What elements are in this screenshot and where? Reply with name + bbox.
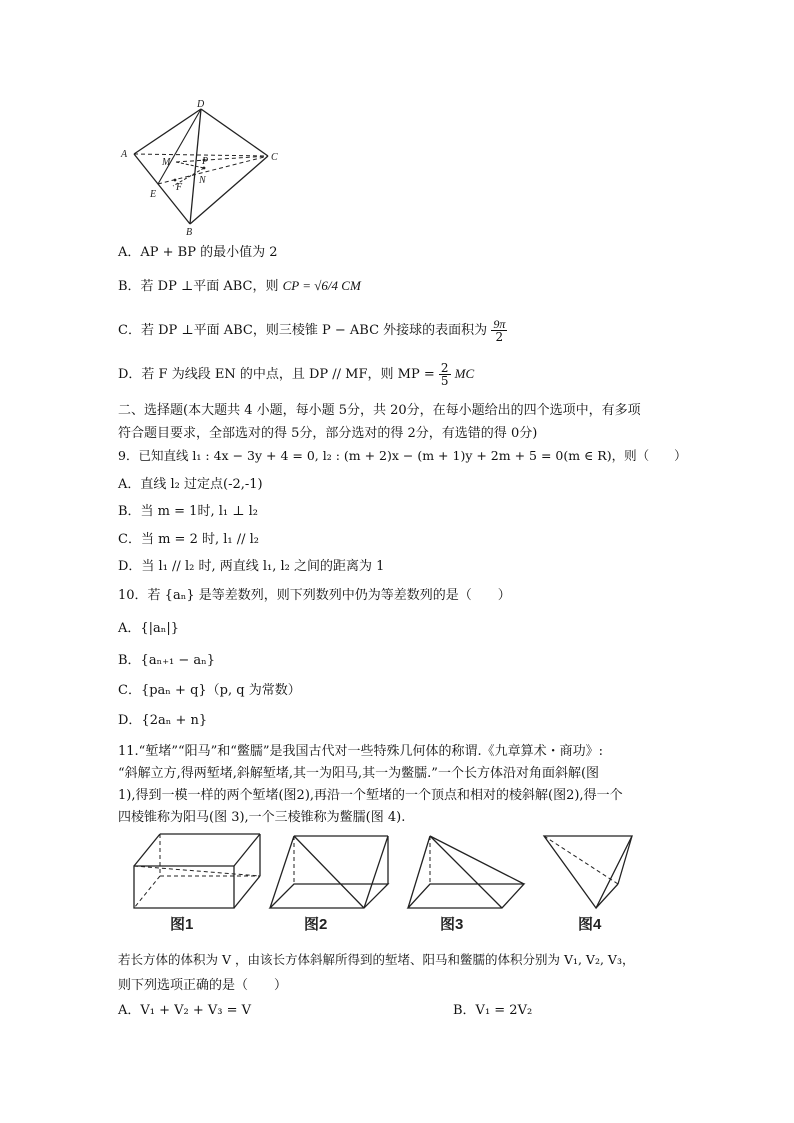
q10-option-a: A．{|aₙ|} <box>118 621 180 636</box>
fig4-tetrahedron <box>544 836 632 908</box>
q8-pyramid-figure <box>118 98 288 238</box>
q11-figures <box>118 826 638 938</box>
q11-question-line2: 则下列选项正确的是（ ） <box>118 978 288 993</box>
fig2-label: 图2 <box>304 916 328 933</box>
q11-stem-line1: 11.“堑堵”“阳马”和“鳖臑”是我国古代对一些特殊几何体的称谓.《九章算术・商功》: <box>118 744 604 759</box>
q8-option-a: A．AP + BP 的最小值为 2 <box>118 245 278 260</box>
q8-option-b <box>118 275 361 294</box>
q8-option-b-text: B．若 DP ⊥平面 ABC，则 <box>118 279 279 294</box>
q9-option-c: C．当 m = 2 时, l₁ // l₂ <box>118 532 259 547</box>
q8-option-c-denominator: 2 <box>495 330 504 344</box>
fig4-label: 图4 <box>578 916 602 933</box>
q8-option-d-suffix: MC <box>454 366 475 381</box>
fig-label-n: N <box>199 175 206 186</box>
q8-option-c-text: C．若 DP ⊥平面 ABC，则三棱锥 P − ABC 外接球的表面积为 <box>118 323 488 338</box>
q8-option-d <box>118 362 474 387</box>
q9-option-d: D．当 l₁ // l₂ 时, 两直线 l₁, l₂ 之间的距离为 1 <box>118 559 385 574</box>
q8-option-c-fraction <box>491 318 507 343</box>
section2-heading-line1: 二、选择题(本大题共 4 小题，每小题 5分，共 20分，在每小题给出的四个选项中，有多项 <box>118 403 641 418</box>
q8-option-d-fraction <box>439 362 451 387</box>
q11-option-a: A．V₁ + V₂ + V₃ = V <box>118 1003 252 1018</box>
fig-label-p: P <box>202 156 209 167</box>
fig1-label: 图1 <box>170 916 194 933</box>
fig3-label: 图3 <box>440 916 464 933</box>
fig-label-d: D <box>197 99 205 110</box>
q11-stem-line2: “斜解立方,得两堑堵,斜解堑堵,其一为阳马,其一为鳖臑.”一个长方体沿对角面斜解(图 <box>118 766 600 781</box>
q8-option-c-numerator: 9π <box>493 317 506 331</box>
q11-question-line1: 若长方体的体积为 V ，由该长方体斜解所得到的堑堵、阳马和鳖臑的体积分别为 V₁, V₂, V₃， <box>118 952 635 967</box>
fig-label-b: B <box>186 227 193 238</box>
q8-option-b-formula: CP = √6/4 CM <box>282 278 361 293</box>
q10-stem: 10．若 {aₙ} 是等差数列，则下列数列中仍为等差数列的是（ ） <box>118 588 511 603</box>
q10-option-d: D．{2aₙ + n} <box>118 713 208 728</box>
q11-stem-line3: 1),得到一模一样的两个堑堵(图2),再沿一个堑堵的一个顶点和相对的棱斜解(图2),得一个 <box>118 788 623 803</box>
q8-option-d-text: D．若 F 为线段 EN 的中点，且 DP // MF，则 MP = <box>118 367 435 382</box>
q10-option-b: B．{aₙ₊₁ − aₙ} <box>118 653 216 668</box>
fig-label-e: E <box>150 189 157 200</box>
q9-option-b: B．当 m = 1时, l₁ ⊥ l₂ <box>118 504 258 519</box>
fig-label-m: M <box>162 157 171 168</box>
q9-option-a: A．直线 l₂ 过定点(-2,-1) <box>118 477 263 492</box>
q11-option-b: B．V₁ = 2V₂ <box>453 1003 533 1018</box>
fig3-pyramid <box>408 836 524 908</box>
q8-option-d-numerator: 2 <box>440 361 449 375</box>
q11-stem-line4: 四棱锥称为阳马(图 3),一个三棱锥称为鳖臑(图 4). <box>118 810 406 825</box>
fig-label-f: F <box>176 182 183 193</box>
section2-heading-line2: 符合题目要求，全部选对的得 5分，部分选对的得 2分，有选错的得 0分) <box>118 426 538 441</box>
q8-option-d-denominator: 5 <box>440 374 449 388</box>
fig-label-c: C <box>271 152 278 163</box>
fig-label-a: A <box>121 149 128 160</box>
q9-stem: 9．已知直线 l₁ : 4x − 3y + 4 = 0, l₂ : (m + 2)x − (m + 1)y + 2m + 5 = 0(m ∈ R)，则（ ） <box>118 448 687 463</box>
fig2-prism <box>270 836 388 908</box>
fig1-cuboid <box>134 834 260 908</box>
q10-option-c: C．{paₙ + q}（p, q 为常数） <box>118 683 301 698</box>
q8-option-c <box>118 318 507 343</box>
